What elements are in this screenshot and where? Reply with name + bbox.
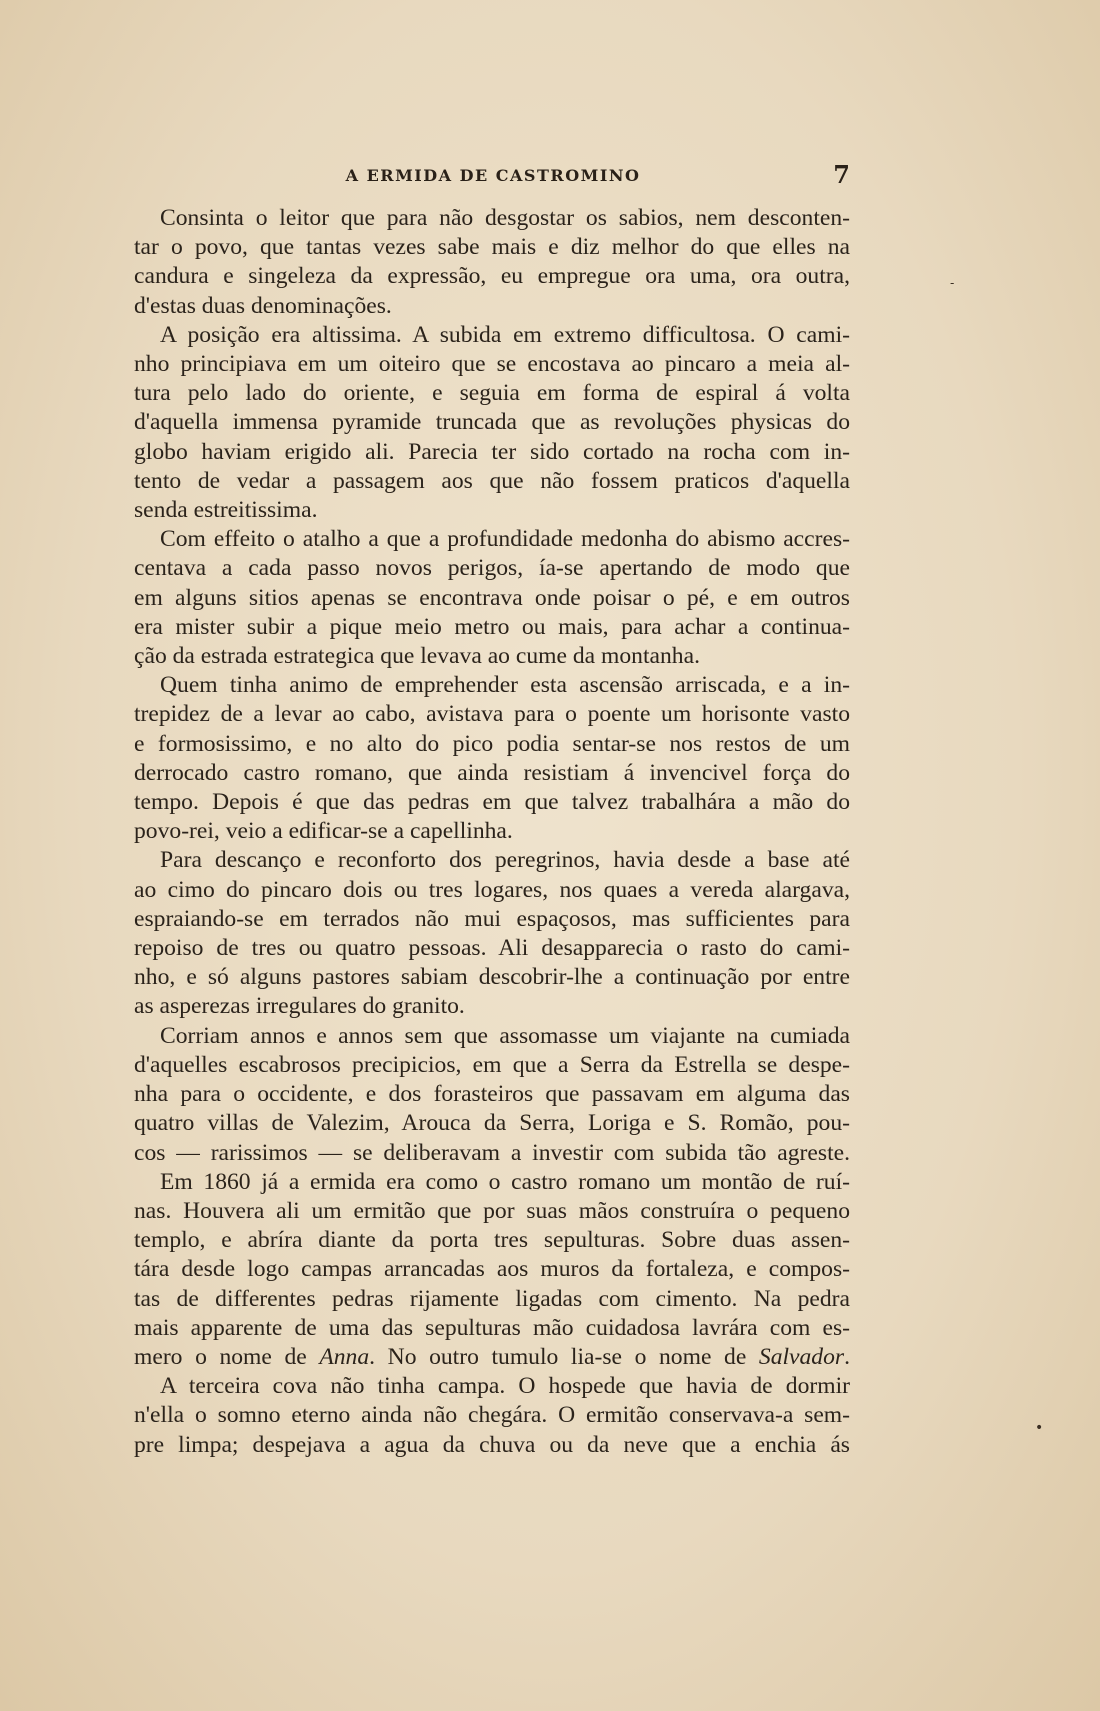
text-line: ao cimo do pincaro dois ou tres logares, nos quaes a vereda alargava, bbox=[134, 876, 850, 903]
paragraph-6 bbox=[134, 1022, 850, 1168]
text-line: templo, e abríra diante da porta tres sepulturas. Sobre duas assen- bbox=[134, 1227, 850, 1254]
text-line: A terceira cova não tinha campa. O hospede que havia de dormir bbox=[160, 1373, 850, 1400]
text-line: Corriam annos e annos sem que assomasse um viajante na cumiada bbox=[160, 1022, 850, 1049]
text-line: trepidez de a levar ao cabo, avistava para o poente um horisonte vasto bbox=[134, 701, 850, 728]
text-line: tar o povo, que tantas vezes sabe mais e diz melhor do que elles na bbox=[134, 234, 850, 261]
paragraph-2 bbox=[134, 321, 850, 525]
text-line: as asperezas irregulares do granito. bbox=[134, 993, 465, 1020]
text-line: era mister subir a pique meio metro ou mais, para achar a continua- bbox=[134, 613, 850, 640]
text-line: cos — rarissimos — se deliberavam a investir com subida tão agreste. bbox=[134, 1139, 850, 1166]
text-line: nha para o occidente, e dos forasteiros que passavam em alguma das bbox=[134, 1081, 850, 1108]
text-line: tas de differentes pedras rijamente ligadas com cimento. Na pedra bbox=[134, 1285, 850, 1312]
text-line: derrocado castro romano, que ainda resistiam á invencivel força do bbox=[134, 759, 850, 786]
text-line: d'aquella immensa pyramide truncada que as revoluções physicas do bbox=[134, 409, 850, 436]
text-line: Consinta o leitor que para não desgostar os sabios, nem desconten- bbox=[160, 205, 850, 231]
text-line-with-names bbox=[134, 1343, 850, 1372]
text-line: ção da estrada estrategica que levava ao cume da montanha. bbox=[134, 643, 700, 670]
text-line: A posição era altissima. A subida em extremo difficultosa. O cami- bbox=[160, 321, 850, 348]
margin-tick-icon: - bbox=[950, 276, 955, 290]
paragraph-4 bbox=[134, 671, 850, 846]
text-line: d'estas duas denominações. bbox=[134, 292, 392, 319]
text-line: nas. Houvera ali um ermitão que por suas mãos construíra o pequeno bbox=[134, 1197, 850, 1224]
text-fragment: . bbox=[844, 1343, 850, 1370]
italic-name-anna: Anna bbox=[319, 1343, 370, 1370]
paragraph-8 bbox=[134, 1372, 850, 1460]
text-line: nho principiava em um oiteiro que se encostava ao pincaro a meia al- bbox=[134, 351, 850, 378]
text-line: em alguns sitios apenas se encontrava onde poisar o pé, e em outros bbox=[134, 584, 850, 611]
italic-name-salvador: Salvador bbox=[758, 1343, 845, 1370]
text-line: Para descanço e reconforto dos peregrinos, havia desde a base até bbox=[160, 847, 850, 874]
running-title: A ERMIDA DE CASTROMINO bbox=[345, 166, 641, 185]
text-line: mais apparente de uma das sepulturas mão cuidadosa lavrára com es- bbox=[134, 1314, 850, 1341]
text-line: nho, e só alguns pastores sabiam descobrir-lhe a continuação por entre bbox=[134, 964, 850, 991]
text-line: d'aquelles escabrosos precipicios, em que a Serra da Estrella se despe- bbox=[134, 1051, 850, 1078]
text-line: e formosissimo, e no alto do pico podia sentar-se nos restos de um bbox=[134, 730, 850, 757]
text-line: tempo. Depois é que das pedras em que talvez trabalhára a mão do bbox=[134, 789, 850, 816]
paragraph-1 bbox=[134, 204, 850, 321]
text-line: tura pelo lado do oriente, e seguia em forma de espiral á volta bbox=[134, 380, 850, 407]
text-line: tento de vedar a passagem aos que não fossem praticos d'aquella bbox=[134, 467, 850, 494]
text-line: Com effeito o atalho a que a profundidade medonha do abismo accres- bbox=[160, 526, 850, 553]
paragraph-3 bbox=[134, 525, 850, 671]
text-fragment: . No outro tumulo lia-se o nome de bbox=[369, 1343, 759, 1370]
page-number: 7 bbox=[833, 160, 850, 189]
text-line: povo-rei, veio a edificar-se a capellinha. bbox=[134, 818, 513, 845]
text-line: pre limpa; despejava a agua da chuva ou da neve que a enchia ás bbox=[134, 1431, 850, 1458]
text-line: tára desde logo campas arrancadas aos muros da fortaleza, e compos- bbox=[134, 1256, 850, 1283]
text-line: senda estreitissima. bbox=[134, 497, 318, 524]
text-fragment: mero o nome de bbox=[134, 1343, 320, 1370]
page-header bbox=[136, 160, 850, 192]
text-line: Quem tinha animo de emprehender esta ascensão arriscada, e a in- bbox=[160, 672, 850, 699]
text-line: quatro villas de Valezim, Arouca da Serra, Loriga e S. Romão, pou- bbox=[134, 1110, 850, 1137]
text-line: repoiso de tres ou quatro pessoas. Ali desapparecia o rasto do cami- bbox=[134, 935, 850, 962]
paragraph-7 bbox=[134, 1168, 850, 1372]
text-line: n'ella o somno eterno ainda não chegára. O ermitão conservava-a sem- bbox=[134, 1402, 850, 1429]
margin-dot-icon: • bbox=[1035, 1420, 1044, 1436]
text-line: espraiando-se em terrados não mui espaçosos, mas sufficientes para bbox=[134, 905, 850, 932]
text-line: centava a cada passo novos perigos, ía-se apertando de modo que bbox=[134, 555, 850, 582]
paragraph-5 bbox=[134, 846, 850, 1021]
text-line: Em 1860 já a ermida era como o castro romano um montão de ruí- bbox=[160, 1168, 850, 1195]
body-text bbox=[134, 204, 850, 1460]
text-line: candura e singeleza da expressão, eu empregue ora uma, ora outra, bbox=[134, 263, 850, 290]
text-line: globo haviam erigido ali. Parecia ter sido cortado na rocha com in- bbox=[134, 438, 850, 465]
